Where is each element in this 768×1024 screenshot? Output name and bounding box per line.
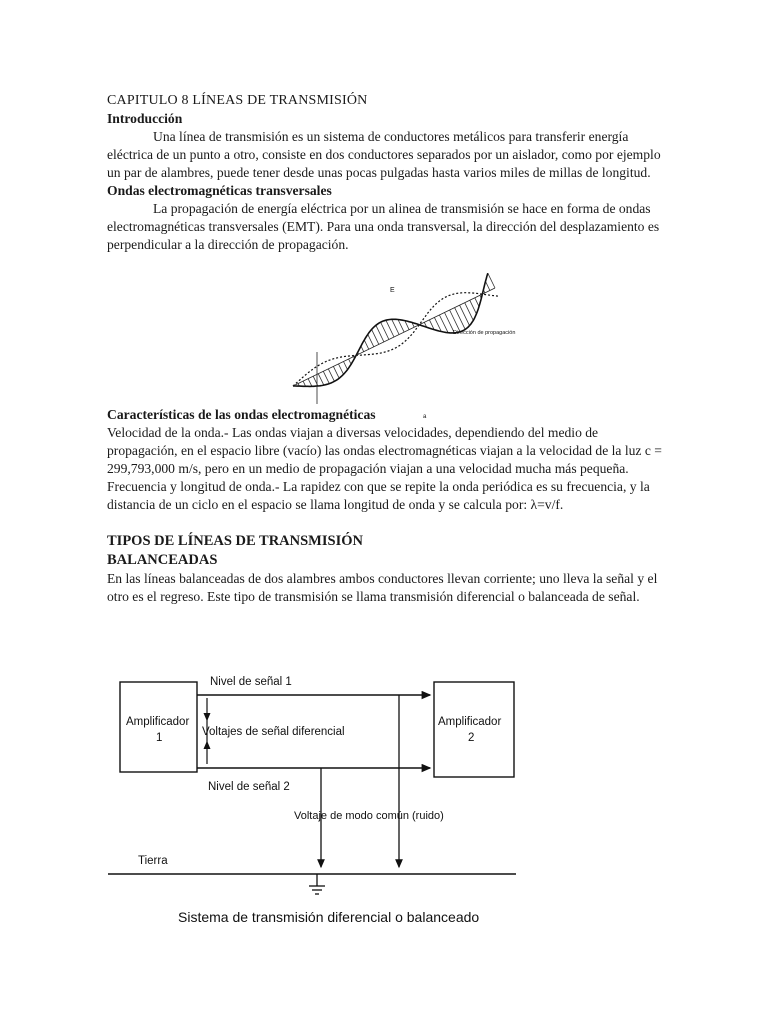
hatch-line [475,298,479,307]
intro-heading: Introducción [107,111,183,126]
frequency-paragraph: Frecuencia y longitud de onda.- La rapidez con que se repite la onda periódica es su frecuencia, y la distancia de un ciclo en el espacio se llama longitud de onda y se calcula por: λ=v/f. [107,479,650,512]
hatch-line [368,334,374,346]
velocity-paragraph: Velocidad de la onda.- Las ondas viajan a diversas velocidades, dependiendo del medio de propagación, en el espacio libre (vacío) las ondas electromagnéticas viajan a la velocidad de la luz c = 299,793,000 m/s, pero en un medio de propagación viajan a una velocidad mucha más pequeña. [107,425,662,476]
label-e: E [390,287,395,294]
hatch-line [455,308,466,330]
hatch-line [308,379,312,387]
label-direction: Dirección de propagación [453,330,516,336]
hatch-line [339,364,344,374]
amplifier-2-box [434,682,514,777]
hatch-line [470,300,477,314]
amplifier-1-number: 1 [156,732,163,744]
ground-symbol-icon [309,874,325,894]
balanced-transmission-diagram [104,672,524,932]
amplifier-2-label: Amplificador [438,716,502,728]
hatch-line [364,340,369,349]
em-wave-figure [285,280,516,420]
hatch-line [318,374,324,385]
amplifier-1-label: Amplificador [126,716,190,728]
hatch-line [333,366,339,378]
figure-footer-mark: a [423,414,427,420]
hatch-line [398,320,404,333]
hatch-line [372,329,379,344]
emt-paragraph: La propagación de energía eléctrica por un alinea de transmisión se hace en forma de ondas electromagnéticas transversales (EMT). Para una onda transversal, la dirección del desplazamiento es perpendicular a la dirección de propagación. [107,201,660,252]
propagation-axis [293,288,495,386]
hatch-line [486,281,490,290]
differential-voltage-label: Voltajes de señal diferencial [202,726,345,738]
chapter-title: CAPITULO 8 LÍNEAS DE TRANSMISIÓN [107,93,368,108]
hatch-line [323,371,329,383]
types-heading: TIPOS DE LÍNEAS DE TRANSMISIÓN [107,533,363,549]
ground-label: Tierra [138,855,168,867]
section-spacer [107,514,662,532]
diagram-caption: Sistema de transmisión diferencial o balanceado [178,909,480,925]
emt-heading: Ondas electromagnéticas transversales [107,183,332,198]
hatch-line [344,362,348,370]
hatch-line [460,305,470,325]
balanced-paragraph: En las líneas balanceadas de dos alambres ambos conductores llevan corriente; uno lleva la señal y el otro es el regreso. Este tipo de transmisión se llama transmisión diferencial o balanceada de señal. [107,571,658,604]
characteristics-heading: Características de las ondas electromagnéticas [107,407,376,422]
amplifier-2-number: 2 [468,732,475,744]
hatch-line [386,320,394,337]
signal-level-1-label: Nivel de señal 1 [210,676,292,688]
balanced-heading: BALANCEADAS [107,552,218,568]
intro-paragraph: Una línea de transmisión es un sistema de conductores metálicos para transferir energía eléctrica de un punto a otro, consiste en dos conductores separados por un aislador, como por ejemplo un par de alambres, puede tener desde unas pocas pulgadas hasta varios miles de millas de longitud. [107,129,661,180]
hatch-line [328,369,334,382]
hatch-line [376,325,384,342]
common-mode-label: Voltaje de modo común (ruido) [294,810,444,822]
hatch-line [450,310,461,332]
signal-level-2-label: Nivel de señal 2 [208,781,290,793]
hatch-line [392,319,399,334]
